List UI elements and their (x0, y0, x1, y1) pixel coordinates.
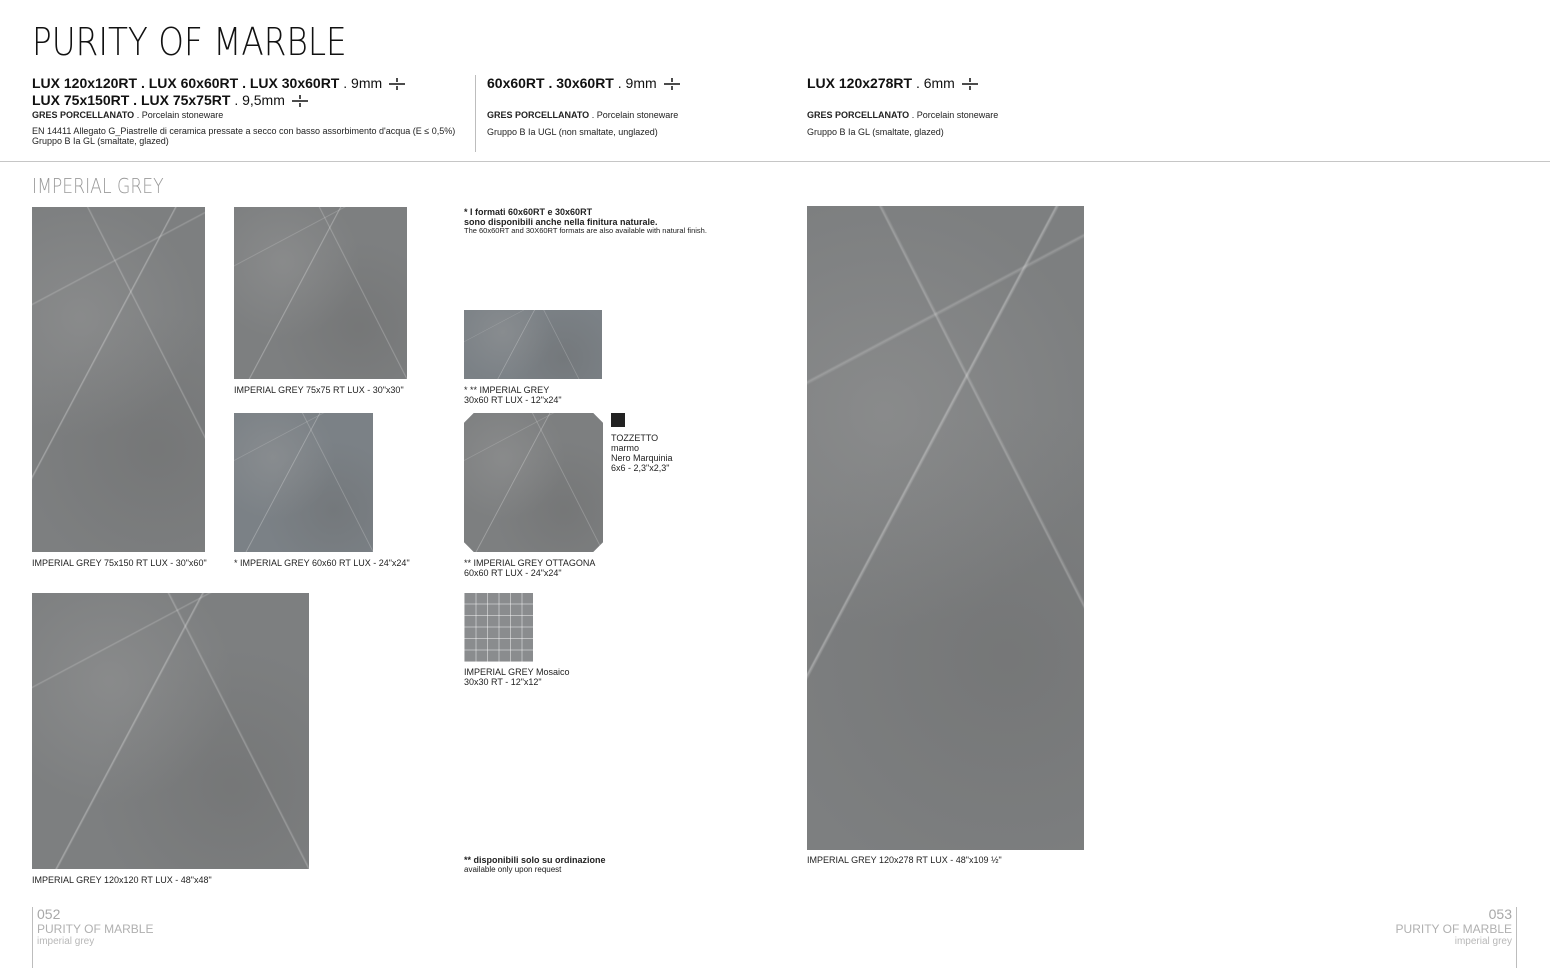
thickness-label: . 9mm (617, 75, 657, 91)
format-list: 60x60RT . 30x60RT (487, 75, 614, 91)
thickness-icon (664, 78, 680, 90)
group-line: Gruppo B Ia GL (smaltate, glazed) (32, 136, 169, 146)
footer-subtitle: imperial grey (37, 936, 95, 947)
tile-30x60-image (464, 310, 602, 379)
format-list: LUX 120x120RT . LUX 60x60RT . LUX 30x60RT (32, 75, 340, 91)
order-note-en: available only upon request (464, 865, 562, 874)
tile-120x278-image (807, 206, 1084, 850)
thickness-label: . 6mm (915, 75, 955, 91)
footer-title: PURITY OF MARBLE (37, 922, 154, 936)
tile-caption: IMPERIAL GREY 120x278 RT LUX - 48"x109 ½" (807, 855, 1002, 865)
format-line-2 (32, 92, 308, 108)
tile-caption: IMPERIAL GREY 75x150 RT LUX - 30"x60" (32, 558, 207, 568)
page-number: 052 (37, 906, 61, 922)
tile-caption: IMPERIAL GREY 75x75 RT LUX - 30"x30" (234, 385, 404, 395)
norm-line: EN 14411 Allegato G_Piastrelle di ceramica pressate a secco con basso assorbimento d'acqua (E ≤ 0,5%) (32, 126, 456, 136)
tile-mosaico-image (464, 593, 533, 662)
column-divider (475, 75, 476, 152)
page-title: PURITY OF MARBLE (32, 20, 347, 64)
material-line: GRES PORCELLANATO . Porcelain stoneware (32, 110, 224, 120)
group-line: Gruppo B Ia UGL (non smaltate, unglazed) (487, 127, 658, 137)
tile-caption: ** IMPERIAL GREY OTTAGONA 60x60 RT LUX - 24"x24" (464, 558, 596, 578)
group-line: Gruppo B Ia GL (smaltate, glazed) (807, 127, 944, 137)
tile-120x120-image (32, 593, 309, 869)
order-note: ** disponibili solo su ordinazione (464, 855, 606, 865)
thickness-label: . 9mm (343, 75, 383, 91)
format-list: LUX 75x150RT . LUX 75x75RT (32, 92, 231, 108)
tile-ottagona-image (464, 413, 603, 552)
tile-caption: * IMPERIAL GREY 60x60 RT LUX - 24"x24" (234, 558, 410, 568)
tile-caption: IMPERIAL GREY Mosaico 30x30 RT - 12"x12" (464, 667, 570, 687)
footer-title: PURITY OF MARBLE (1395, 922, 1512, 936)
material-line: GRES PORCELLANATO . Porcelain stoneware (487, 110, 679, 120)
footer-subtitle: imperial grey (1454, 936, 1512, 947)
footer-rule (32, 907, 33, 968)
thickness-icon (389, 78, 405, 90)
format-list: LUX 120x278RT (807, 75, 913, 91)
tile-caption: IMPERIAL GREY 120x120 RT LUX - 48"x48" (32, 875, 212, 885)
natural-finish-note: * I formati 60x60RT e 30x60RT sono disponibili anche nella finitura naturale. (464, 207, 658, 227)
tile-60x60-image (234, 413, 373, 552)
thickness-label: . 9,5mm (234, 92, 285, 108)
format-line-col2 (487, 75, 680, 91)
thickness-icon (292, 95, 308, 107)
tile-75x75-image (234, 207, 407, 379)
footer-rule (1516, 907, 1517, 968)
section-title: IMPERIAL GREY (32, 174, 164, 198)
header-divider (0, 161, 1550, 162)
natural-finish-note-en: The 60x60RT and 30X60RT formats are also available with natural finish. (464, 226, 707, 235)
footer-right (1396, 906, 1512, 947)
tozzetto-swatch (611, 413, 625, 427)
material-line: GRES PORCELLANATO . Porcelain stoneware (807, 110, 999, 120)
footer-left (37, 906, 153, 947)
format-line-col3 (807, 75, 978, 91)
tile-75x150-image (32, 207, 205, 552)
tozzetto-caption: TOZZETTO marmo Nero Marquinia 6x6 - 2,3"x2,3" (611, 433, 673, 473)
tile-caption: * ** IMPERIAL GREY 30x60 RT LUX - 12"x24" (464, 385, 562, 405)
thickness-icon (962, 78, 978, 90)
page-number: 053 (1488, 906, 1512, 922)
format-line-1 (32, 75, 405, 91)
